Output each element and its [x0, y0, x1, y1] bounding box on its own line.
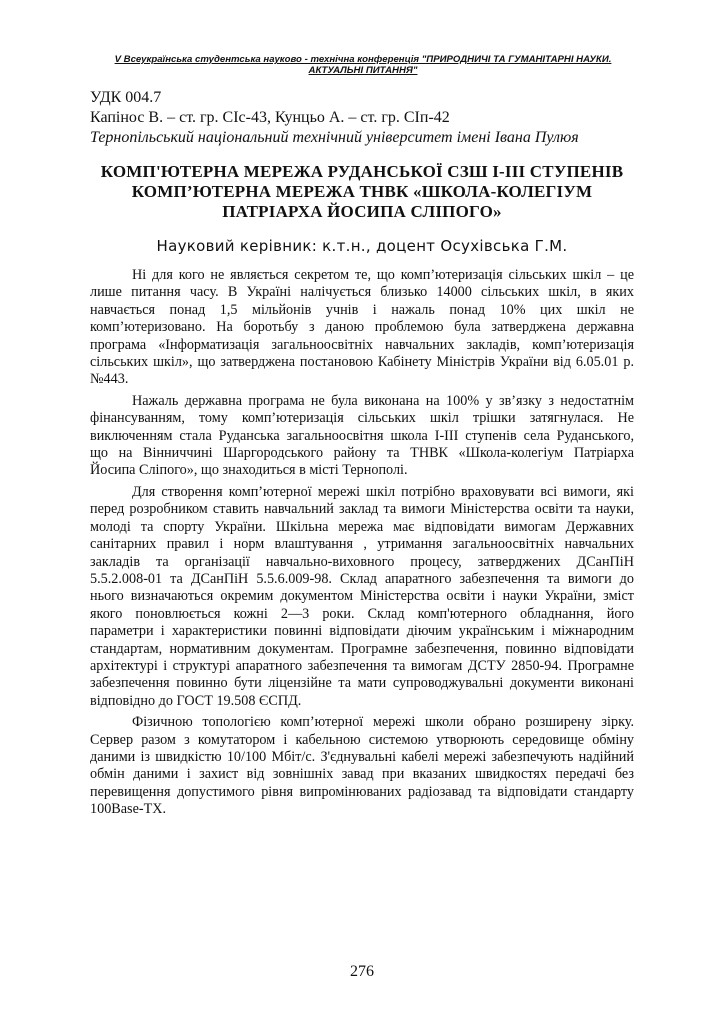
- paragraph-line: виключенням стала Руданська загальноосвітня школа І-ІІІ ступенів села Руданського,: [90, 427, 634, 444]
- paragraph-line: перевищення допустимого рівня випромінюваних радіозавад та відповідати стандарту: [90, 783, 634, 800]
- paragraph-line: закладів та організації навчально-виховного процесу, затверджених ДСанПіН: [90, 553, 634, 570]
- paragraph-line: якого поновлюється кожні 2—3 роки. Склад комп'ютерного обладнання, його: [90, 605, 634, 622]
- paragraph-line: нього визначаються окремим документом Міністерства освіти і науки України, зміст: [90, 588, 634, 605]
- paragraph-line: програма «Інформатизація загальноосвітніх навчальних закладів, комп’ютеризація: [90, 336, 634, 353]
- paragraph-line: Ні для кого не являється секретом те, що комп’ютеризація сільських шкіл – це: [132, 267, 634, 283]
- conference-header: [100, 54, 626, 76]
- paragraph-line: параметри і характеристики повинні відповідати діючим українським і міжнародним: [90, 623, 634, 640]
- body-paragraph: [90, 393, 634, 480]
- conference-header-line-1: V Всеукраїнська студентська науково - технічна конференція "ПРИРОДНИЧІ ТА ГУМАНІТАРНІ НАУКИ.: [114, 54, 612, 65]
- supervisor: Науковий керівник: к.т.н., доцент Осухівська Г.М.: [156, 237, 568, 255]
- paragraph-line: 100Base-TX.: [90, 801, 167, 818]
- paragraph-line: 5.5.2.008-01 та ДСанПіН 5.5.6.009-98. Склад апаратного забезпечення та вимоги до: [90, 570, 634, 587]
- paragraph-line: фінансуванням, тому комп’ютеризація сільських шкіл трішки затягнулася. Не: [90, 410, 634, 427]
- paragraph-line: даними із швидкістю 10/100 Мбіт/с. З'єднувальні кабелі мережі забезпечують надійний: [90, 748, 634, 765]
- body-paragraph: [90, 267, 634, 389]
- paragraph-line: Для створення комп’ютерної мережі шкіл потрібно враховувати всі вимоги, які: [132, 483, 634, 500]
- paragraph-line: відповідно до ГОСТ 19.508 ЄСПД.: [90, 692, 302, 709]
- paragraph-line: санітарних правил і норм влаштування , утримання загальноосвітніх навчальних: [90, 536, 634, 553]
- paper-body: [90, 267, 634, 823]
- body-paragraph: [90, 714, 634, 818]
- paragraph-line: архітектурі і структурі апаратного забезпечення та вимогам ДСТУ 2850-94. Програмне: [90, 657, 634, 674]
- paragraph-line: Фізичною топологією комп’ютерної мережі школи обрано розширену зірку.: [132, 714, 634, 731]
- paragraph-line: молоді та спорту України. Шкільна мережа має відповідати вимогам Державних: [90, 518, 634, 535]
- paragraph-line: Сервер разом з комутатором і кабельною системою утворюють середовище обміну: [90, 731, 634, 748]
- paragraph-line: №443.: [90, 371, 129, 388]
- paragraph-line: Йосипа Сліпого», що знаходиться в місті Тернополі.: [90, 462, 408, 479]
- paragraph-line: Нажаль державна програма не була виконана на 100% у зв’язку з недостатнім: [132, 392, 634, 409]
- affiliation: Тернопільський національний технічний університет імені Івана Пулюя: [90, 129, 579, 146]
- paper-title-line-3: ПАТРІАРХА ЙОСИПА СЛІПОГО»: [222, 202, 502, 221]
- paragraph-line: обмін даними і захист від зовнішніх завад при вказаних швидкостях передачі без: [90, 766, 634, 783]
- paragraph-line: лише питання часу. В Україні налічується близько 14000 сільських шкіл, в яких: [90, 284, 634, 301]
- paragraph-line: що на Вінниччині Шаргородського району та ТНВК «Школа-колегіум Патріарха: [90, 445, 634, 462]
- paragraph-line: перед розробником ставить навчальний заклад та вимоги Міністерства освіти та науки,: [90, 501, 634, 518]
- conference-header-line-2: АКТУАЛЬНІ ПИТАННЯ": [308, 65, 418, 76]
- paragraph-line: стандартам, нормативним документам. Програмне забезпечення, повинно відповідати: [90, 640, 634, 657]
- authors: Капінос В. – ст. гр. СІс-43, Кунцьо А. – ст. гр. СІп-42: [90, 109, 450, 126]
- paper-title-line-1: КОМП'ЮТЕРНА МЕРЕЖА РУДАНСЬКОЇ СЗШ І-ІІІ СТУПЕНІВ: [100, 162, 624, 181]
- udk-code: УДК 004.7: [90, 89, 162, 106]
- paragraph-line: комп’ютеризовано. На боротьбу з даною проблемою була затверджена державна: [90, 319, 634, 336]
- paper-title: [90, 162, 634, 222]
- body-paragraph: [90, 484, 634, 710]
- paper-title-line-2: КОМП’ЮТЕРНА МЕРЕЖА ТНВК «ШКОЛА-КОЛЕГІУМ: [131, 182, 593, 201]
- paragraph-line: забезпечення повинно бути ліцензійне та мати супроводжувальні документи виконані: [90, 675, 634, 692]
- page-number: 276: [350, 963, 374, 980]
- paragraph-line: навчається понад 1,5 мільйонів учнів і нажаль понад 10% цих шкіл не: [90, 301, 634, 318]
- paragraph-line: сільських шкіл», що затверджена постановою Кабінету Міністрів України від 6.05.01 р.: [90, 354, 634, 371]
